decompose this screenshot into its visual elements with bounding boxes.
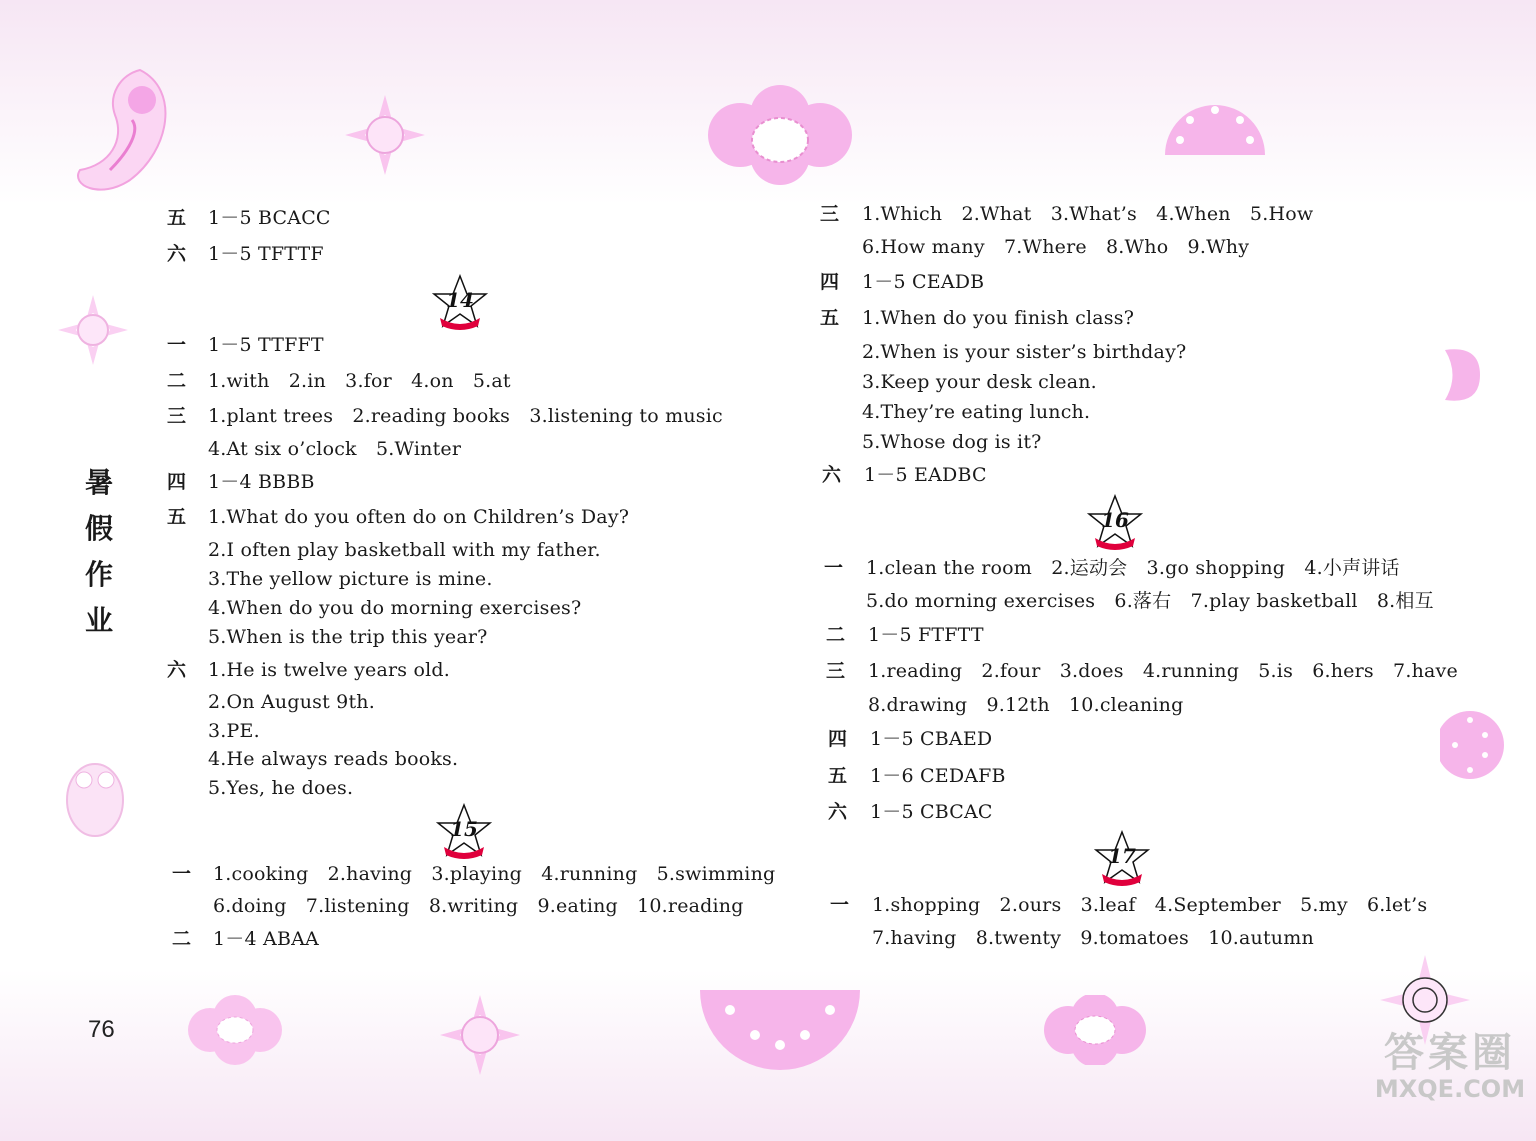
answer-line: 1.reading 2.four 3.does 4.running 5.is 6.hers 7.have xyxy=(868,660,1458,682)
unit-badge-17 xyxy=(1092,830,1152,890)
unit-number: 17 xyxy=(1108,844,1136,868)
answer-line: 1.When do you finish class? xyxy=(862,307,1135,329)
paisley-bird-decoration xyxy=(70,60,180,200)
section-number: 三 xyxy=(820,203,840,225)
section-number: 六 xyxy=(822,464,842,486)
answer-line: 6.How many 7.Where 8.Who 9.Why xyxy=(862,236,1250,258)
section-number: 三 xyxy=(167,405,187,427)
section-number: 五 xyxy=(820,307,840,329)
section-number: 二 xyxy=(826,624,846,646)
answer-line: 1－6 CEDAFB xyxy=(870,765,1006,787)
answer-line: 1.with 2.in 3.for 4.on 5.at xyxy=(208,370,511,392)
answer-line: 1.cooking 2.having 3.playing 4.running 5.swimming xyxy=(213,863,776,885)
answer-line: 7.having 8.twenty 9.tomatoes 10.autumn xyxy=(872,927,1314,949)
section-number: 六 xyxy=(828,801,848,823)
section-number: 六 xyxy=(167,659,187,681)
section-number: 四 xyxy=(167,471,187,493)
section-number: 一 xyxy=(830,894,850,916)
owl-decoration xyxy=(60,745,130,840)
answer-line: 1.What do you often do on Children’s Day? xyxy=(208,506,630,528)
answer-line: 1－4 ABAA xyxy=(213,928,319,950)
section-number: 一 xyxy=(167,334,187,356)
section-number: 四 xyxy=(820,271,840,293)
sunburst-decoration-bottom xyxy=(700,990,860,1070)
section-number: 二 xyxy=(172,928,192,950)
answer-line: 4.They’re eating lunch. xyxy=(862,401,1091,423)
sun-decoration-bottom xyxy=(440,995,520,1075)
answer-line: 1－5 CEADB xyxy=(862,271,985,293)
sun-decoration-left xyxy=(58,295,128,365)
section-number: 五 xyxy=(167,207,187,229)
unit-number: 14 xyxy=(446,288,474,312)
side-title-char: 假 xyxy=(84,512,113,545)
answer-line: 5.When is the trip this year? xyxy=(208,626,488,648)
unit-badge-15 xyxy=(434,803,494,863)
answer-line: 2.On August 9th. xyxy=(208,691,375,713)
answer-line: 6.doing 7.listening 8.writing 9.eating 10.reading xyxy=(213,895,744,917)
unit-number: 15 xyxy=(450,817,478,841)
sunburst-decoration xyxy=(1165,85,1265,155)
side-title-char: 作 xyxy=(84,558,113,591)
page-number: 76 xyxy=(88,1016,115,1043)
section-number: 五 xyxy=(167,506,187,528)
section-number: 二 xyxy=(167,370,187,392)
watermark-url: MXQE.COM xyxy=(1374,1075,1526,1103)
answer-line: 1－4 BBBB xyxy=(208,471,315,493)
answer-line: 8.drawing 9.12th 10.cleaning xyxy=(868,694,1184,716)
flower-decoration-bottom-left xyxy=(185,995,285,1065)
section-number: 六 xyxy=(167,243,187,265)
answer-line: 1.shopping 2.ours 3.leaf 4.September 5.my 6.let’s xyxy=(872,894,1428,916)
flower-decoration-bottom-right xyxy=(1040,995,1150,1065)
unit-badge-16 xyxy=(1085,494,1145,554)
answer-line: 1.Which 2.What 3.What’s 4.When 5.How xyxy=(862,203,1314,225)
section-number: 一 xyxy=(824,557,844,579)
unit-badge-14 xyxy=(430,274,490,334)
answer-line: 4.At six o’clock 5.Winter xyxy=(208,438,462,460)
answer-line: 5.Yes, he does. xyxy=(208,777,354,799)
sun-decoration xyxy=(345,95,425,175)
flower-decoration xyxy=(700,85,860,185)
answer-line: 5.Whose dog is it? xyxy=(862,431,1042,453)
answer-line: 1－5 FTFTT xyxy=(868,624,984,646)
answer-line: 1－5 EADBC xyxy=(864,464,987,486)
flower-decoration-right xyxy=(1440,345,1485,405)
section-number: 五 xyxy=(828,765,848,787)
answer-line: 1.He is twelve years old. xyxy=(208,659,450,681)
section-number: 一 xyxy=(172,863,192,885)
answer-line: 4.When do you do morning exercises? xyxy=(208,597,582,619)
answer-line: 1－5 BCACC xyxy=(208,207,331,229)
answer-line: 1－5 CBAED xyxy=(870,728,993,750)
answer-line: 1－5 TFTTF xyxy=(208,243,324,265)
unit-number: 16 xyxy=(1101,508,1129,532)
side-title xyxy=(82,460,116,644)
section-number: 四 xyxy=(828,728,848,750)
watermark-logo xyxy=(1370,1030,1530,1102)
answer-line: 1－5 CBCAC xyxy=(870,801,993,823)
answer-line: 3.The yellow picture is mine. xyxy=(208,568,493,590)
answer-line: 1.clean the room 2.运动会 3.go shopping 4.小声讲话 xyxy=(866,557,1400,579)
answer-line: 3.PE. xyxy=(208,720,260,742)
side-title-char: 业 xyxy=(84,604,113,637)
answer-line: 2.When is your sister’s birthday? xyxy=(862,341,1187,363)
section-number: 三 xyxy=(826,660,846,682)
answer-line: 2.I often play basketball with my father. xyxy=(208,539,601,561)
answer-line: 4.He always reads books. xyxy=(208,748,459,770)
watermark-text: 答案圈 xyxy=(1384,1030,1516,1076)
side-title-char: 暑 xyxy=(84,466,113,499)
answer-line: 5.do morning exercises 6.落右 7.play basketball 8.相互 xyxy=(866,590,1434,612)
answer-line: 1－5 TTFFT xyxy=(208,334,324,356)
sunburst-decoration-right xyxy=(1440,695,1510,795)
answer-line: 1.plant trees 2.reading books 3.listening to music xyxy=(208,405,723,427)
answer-line: 3.Keep your desk clean. xyxy=(862,371,1097,393)
